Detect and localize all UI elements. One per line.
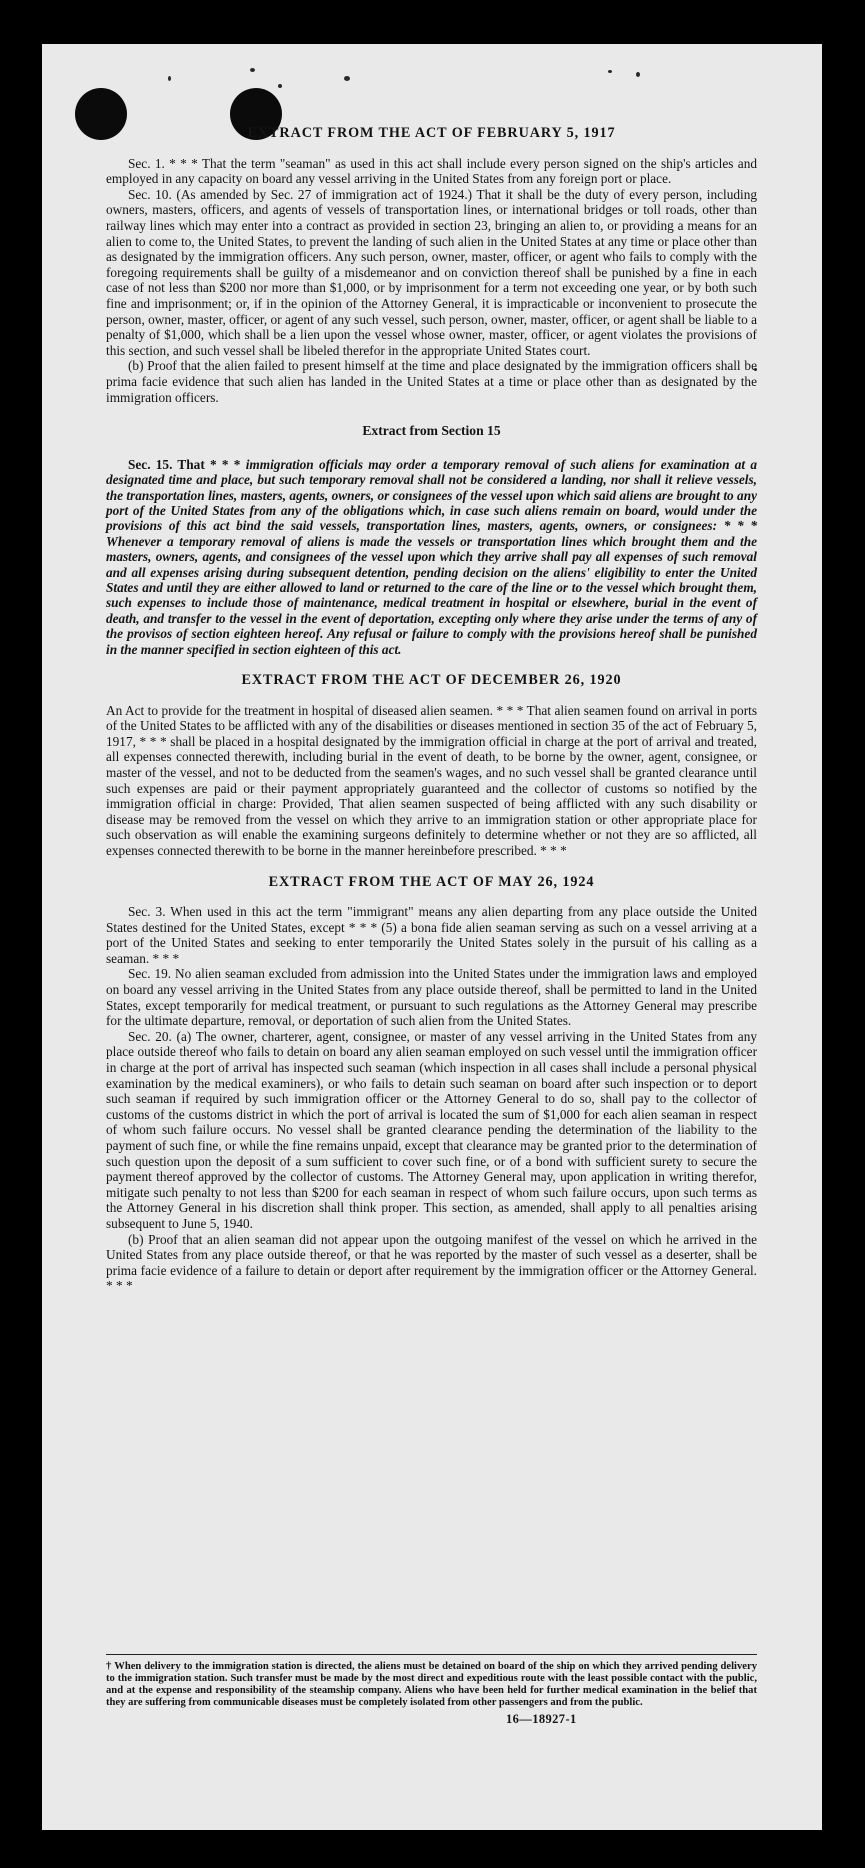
heading-act-1917: EXTRACT FROM THE ACT OF FEBRUARY 5, 1917 [247, 125, 616, 141]
heading-section-15: Extract from Section 15 [362, 423, 501, 439]
sec-10-b-paragraph: (b) Proof that the alien failed to present himself at the time and place designated by the immigration officers shall be prima facie evidence that such alien has landed in the United States at a time or place other than as designated by the immigration officers. [106, 358, 757, 405]
text-column [106, 126, 757, 1294]
scan-speck [344, 76, 350, 81]
sec-15-body: immigration officials may order a temporary removal of such aliens for examination at a designated time and place, but such temporary removal shall not be considered a landing, nor shall it relieve vessels, the transportation lines, masters, agents, owners, or consignees of the vessel upon which said aliens are brought to any port of the United States from any of the obligations which, in case such aliens remain on board, would under the provisions of this act bind the said vessels, transportation lines, masters, agents, owners, or consignees: * * * Whenever a temporary removal of aliens is made the vessels or transportation lines which brought them and the masters, owners, agents, and consignees of the vessel upon which they arrive shall pay all expenses of such removal and all expenses arising during subsequent detention, pending decision on the aliens' eligibility to enter the United States and until they are either allowed to land or returned to the care of the line or to the vessel which brought them, such expenses to include those of maintenance, medical treatment in hospital or elsewhere, burial in the event of death, and transfer to the vessel in the event of deportation, excepting only where they arise under the terms of any of the provisos of section eighteen hereof. Any refusal or failure to comply with the provisions hereof shall be punished in the manner specified in section eighteen of this act. [106, 456, 757, 657]
sec-15-paragraph [106, 457, 757, 657]
sec-1-paragraph: Sec. 1. * * * That the term "seaman" as used in this act shall include every person signed on the ship's articles and employed in any capacity on board any vessel arriving in the United States from any foreign port or place. [106, 155, 757, 187]
scan-speck [608, 70, 612, 73]
act-1920-paragraph: An Act to provide for the treatment in hospital of diseased alien seamen. * * * That alien seamen found on arrival in ports of the United States to be afflicted with any of the disabilities or diseases mentioned in section 35 of the act of February 5, 1917, * * * shall be placed in a hospital designated by the immigration official in charge at the port of arrival and treated, all expenses connected therewith, including burial in the event of death, to be borne by the owner, agent, consignee, or master of the vessel, and not to be deducted from the seamen's wages, and no such vessel shall be granted clearance until such expenses are paid or their payment appropriately guaranteed and the collector of customs so notified by the immigration official in charge: Provided, That alien seamen suspected of being afflicted with any such disability or disease may be removed from the vessel on which they arrive to an immigration station or other appropriate place for such observation as will enable the examining surgeons definitely to determine whether or not they are so afflicted, all expenses connected therewith to be borne in the manner hereinbefore prescribed. * * * [106, 702, 757, 858]
scan-speck [278, 84, 282, 88]
form-code: 16—18927-1 [506, 1712, 577, 1726]
sec-10-paragraph: Sec. 10. (As amended by Sec. 27 of immigration act of 1924.) That it shall be the duty of every person, including owners, masters, officers, and agents of vessels of transportation lines, or international bridges or toll roads, other than railway lines which may enter into a contract as provided in section 23, bringing an alien to, or providing a means for an alien to come to, the United States, to prevent the landing of such alien in the United States at any time or place other than as designated by the immigration officers. Any such person, owner, master, officer, or agent who fails to comply with the foregoing requirements shall be guilty of a misdemeanor and on conviction thereof shall be punished by a fine in each case of not less than $200 nor more than $1,000, or by imprisonment for a term not exceeding one year, or by both such fine and imprisonment; or, if in the opinion of the Attorney General, it is impracticable or inconvenient to prosecute the person, owner, master, officer, or agent of any such vessel, such person, owner, master, officer, or agent shall be liable to a penalty of $1,000, which shall be a lien upon the vessel whose owner, master, officer, or agent violates the provisions of this section, and such vessel shall be libeled therefor in the appropriate United States court. [106, 186, 757, 358]
document-page [42, 44, 822, 1830]
footnote: † When delivery to the immigration station is directed, the aliens must be detained on board of the ship on which they arrived pending delivery to the immigration station. Such transfer must be made by the most direct and expeditious route with the least possible contact with the public, and at the expense and responsibility of the steamship company. Aliens who have been held for further medical examination in the belief that they are suffering from communicable diseases must be completely isolated from other passengers and from the public. [106, 1654, 757, 1709]
sec-19-paragraph: Sec. 19. No alien seaman excluded from admission into the United States under the immigration laws and employed on board any vessel arriving in the United States from any place outside thereof, shall be permitted to land in the United States, except temporarily for medical treatment, or pursuant to such regulations as the Attorney General may prescribe for the ultimate departure, removal, or deportation of such alien from the United States. [106, 966, 757, 1029]
heading-act-1924: EXTRACT FROM THE ACT OF MAY 26, 1924 [268, 873, 595, 890]
sec-15-lead: Sec. 15. That * * * [128, 456, 246, 472]
sec-20-a-paragraph: Sec. 20. (a) The owner, charterer, agent, consignee, or master of any vessel arriving in the United States from any place outside thereof who fails to detain on board any alien seaman employed on such vessel until the immigration officer in charge at the port of arrival has inspected such seaman (which inspection in all cases shall include a personal physical examination by the medical examiners), or who fails to detain such seaman on board after such inspection or to deport such seaman if required by such immigration officer or the Attorney General to do so, shall pay to the collector of customs of the customs district in which the port of arrival is located the sum of $1,000 for each alien seaman in respect of whom such failure occurs. No vessel shall be granted clearance pending the determination of the liability to the payment of such fine, or while the fine remains unpaid, except that clearance may be granted prior to the determination of such question upon the deposit of a sum sufficient to cover such fine, or of a bond with sufficient surety to secure the payment thereof approved by the collector of customs. The Attorney General may, upon application in writing therefor, mitigate such penalty to not less than $200 for each seaman in respect of whom such failure occurs, upon such terms as the Attorney General in his discretion shall think proper. This section, as amended, shall apply to all penalties arising subsequent to June 5, 1940. [106, 1028, 757, 1231]
sec-20-b-paragraph: (b) Proof that an alien seaman did not appear upon the outgoing manifest of the vessel on which he arrived in the United States from any place outside thereof, or that he was reported by the master of such vessel as a deserter, shall be prima facie evidence of a failure to detain or deport after requirement by the immigration officer or the Attorney General. * * * [106, 1231, 757, 1294]
section-15-block [106, 457, 757, 657]
scan-speck [250, 68, 255, 72]
heading-act-1920: EXTRACT FROM THE ACT OF DECEMBER 26, 1920 [241, 671, 622, 688]
scan-speck [168, 76, 171, 81]
sec-3-paragraph: Sec. 3. When used in this act the term "immigrant" means any alien departing from any place outside the United States destined for the United States, except * * * (5) a bona fide alien seaman serving as such on a vessel arriving at a port of the United States and seeking to enter temporarily the United States solely in the pursuit of his calling as a seaman. * * * [106, 904, 757, 966]
scan-speck [636, 72, 640, 77]
